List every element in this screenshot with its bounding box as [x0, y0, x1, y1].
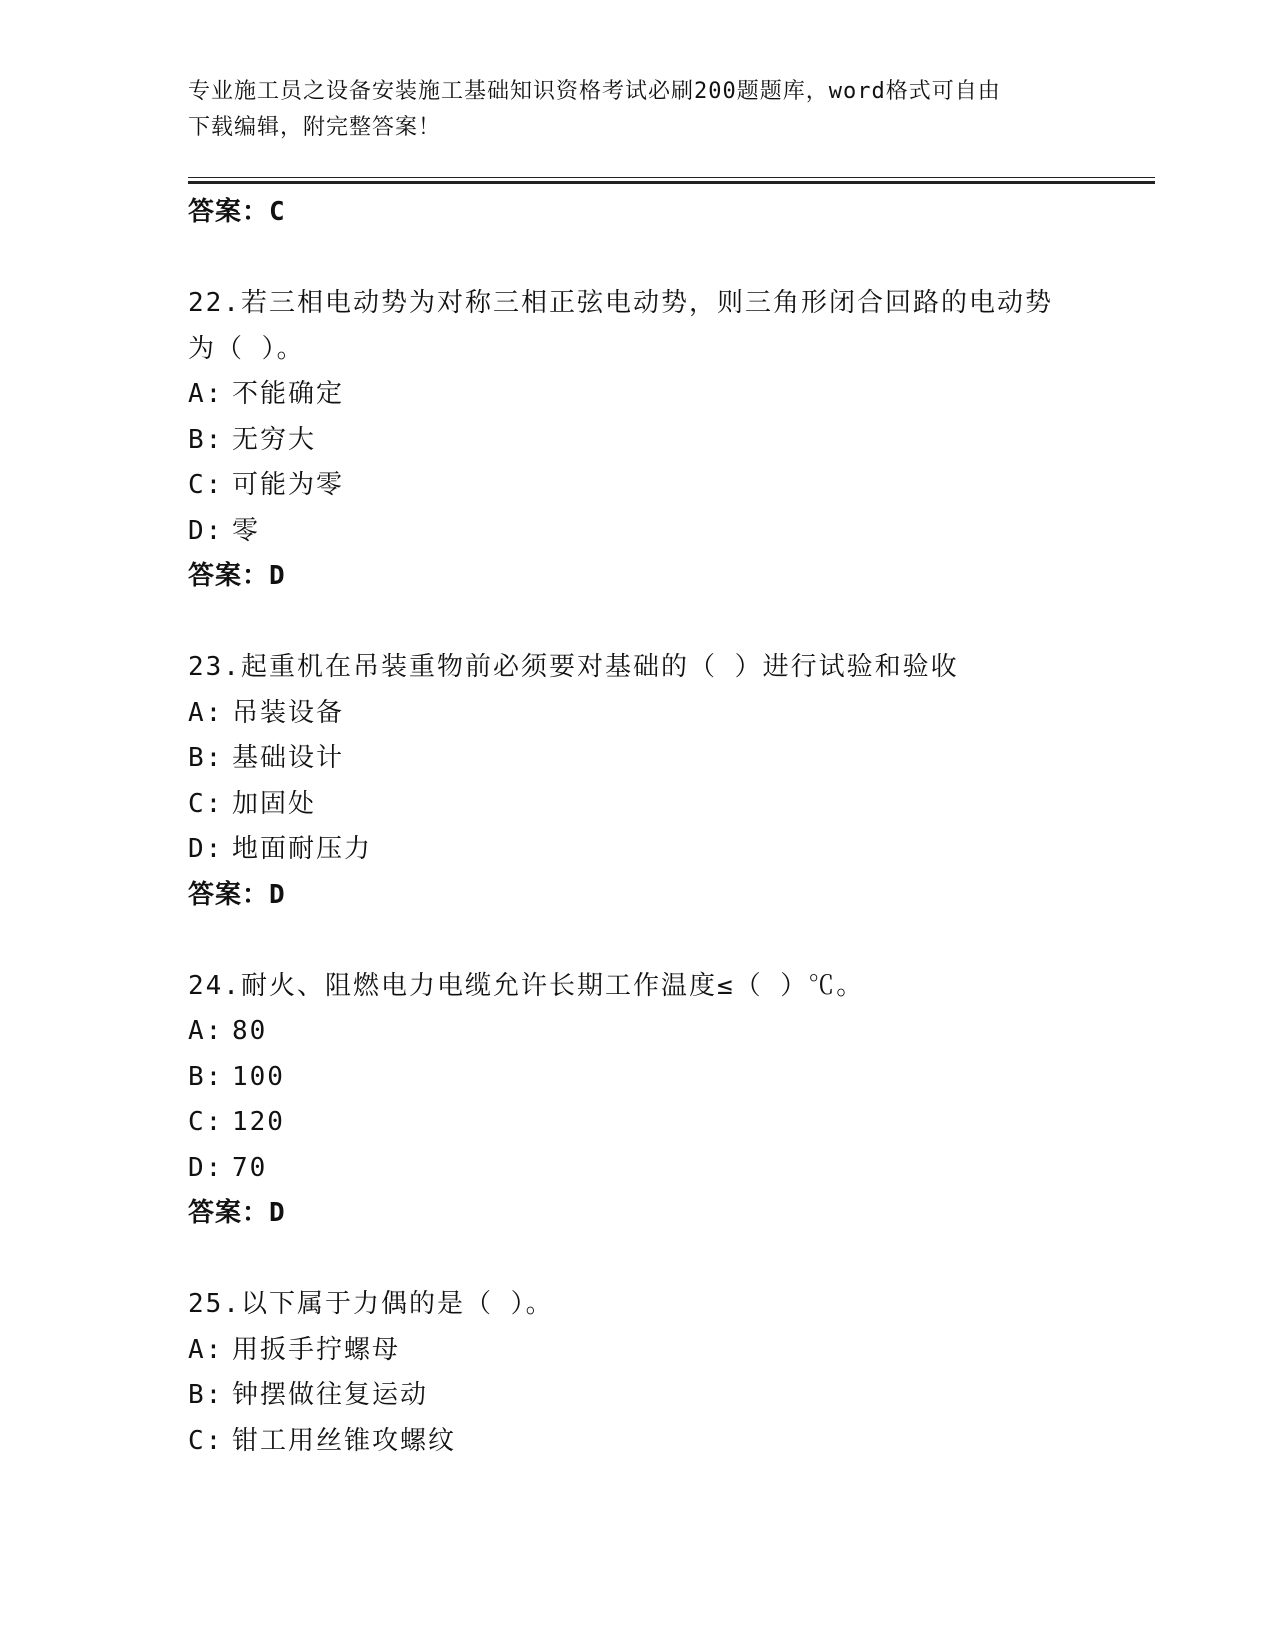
option-c	[188, 1419, 1088, 1465]
question-list	[188, 190, 1088, 1464]
option-a	[188, 1009, 1088, 1055]
option-label: B:	[188, 1380, 224, 1410]
option-a	[188, 1328, 1088, 1374]
option-c	[188, 463, 1088, 509]
option-label: A:	[188, 1334, 224, 1365]
question-23	[188, 645, 1088, 918]
option-label: C:	[188, 1425, 224, 1456]
option-d	[188, 509, 1088, 555]
option-a	[188, 691, 1088, 737]
previous-answer: 答案：C	[188, 197, 286, 227]
spacer	[188, 1237, 1088, 1283]
option-text: 120	[232, 1107, 285, 1137]
option-label: C:	[188, 470, 224, 500]
option-label: A:	[188, 379, 224, 409]
option-label: C:	[188, 788, 224, 819]
answer: 答案：D	[188, 1198, 286, 1228]
option-text: 80	[232, 1016, 268, 1046]
question-24	[188, 964, 1088, 1237]
option-label: A:	[188, 1016, 224, 1046]
option-text: 基础设计	[232, 743, 345, 773]
option-text: 100	[232, 1061, 285, 1092]
option-text: 吊装设备	[232, 697, 345, 728]
option-label: B:	[188, 1061, 224, 1092]
spacer	[188, 236, 1088, 282]
question-stem: 24.耐火、阻燃电力电缆允许长期工作温度≤（ ）℃。	[188, 970, 865, 1001]
answer: 答案：D	[188, 561, 286, 591]
header-divider-thick	[188, 181, 1155, 184]
option-text: 70	[232, 1152, 268, 1183]
option-label: D:	[188, 1152, 224, 1183]
document-header	[188, 74, 1088, 146]
option-a	[188, 372, 1088, 418]
header-line-1: 专业施工员之设备安装施工基础知识资格考试必刷200题题库，word格式可自由	[188, 79, 1001, 104]
spacer	[188, 600, 1088, 646]
option-d	[188, 1146, 1088, 1192]
option-b	[188, 736, 1088, 782]
option-label: B:	[188, 424, 224, 455]
question-stem: 25.以下属于力偶的是（ ）。	[188, 1289, 554, 1319]
question-22	[188, 281, 1088, 600]
option-c	[188, 782, 1088, 828]
option-label: A:	[188, 697, 224, 728]
option-c	[188, 1100, 1088, 1146]
answer: 答案：D	[188, 879, 286, 910]
option-text: 可能为零	[232, 470, 345, 500]
option-text: 零	[232, 515, 261, 546]
question-stem: 22.若三相电动势为对称三相正弦电动势，则三角形闭合回路的电动势	[188, 288, 1053, 318]
header-line-2: 下载编辑，附完整答案！	[188, 115, 442, 140]
option-label: C:	[188, 1107, 224, 1137]
option-text: 钟摆做往复运动	[232, 1380, 429, 1410]
option-text: 加固处	[232, 788, 317, 819]
option-d	[188, 827, 1088, 873]
option-text: 地面耐压力	[232, 834, 373, 864]
option-b	[188, 418, 1088, 464]
option-text: 钳工用丝锥攻螺纹	[232, 1425, 457, 1456]
question-25	[188, 1282, 1088, 1464]
option-b	[188, 1055, 1088, 1101]
question-stem: 23.起重机在吊装重物前必须要对基础的（ ）进行试验和验收	[188, 652, 959, 682]
option-text: 不能确定	[232, 379, 345, 409]
option-b	[188, 1373, 1088, 1419]
spacer	[188, 918, 1088, 964]
question-stem-continued: 为（ ）。	[188, 333, 305, 364]
option-label: D:	[188, 515, 224, 546]
option-text: 用扳手拧螺母	[232, 1334, 401, 1365]
option-label: B:	[188, 743, 224, 773]
option-text: 无穷大	[232, 424, 317, 455]
option-label: D:	[188, 834, 224, 864]
header-divider-thin	[188, 177, 1155, 178]
